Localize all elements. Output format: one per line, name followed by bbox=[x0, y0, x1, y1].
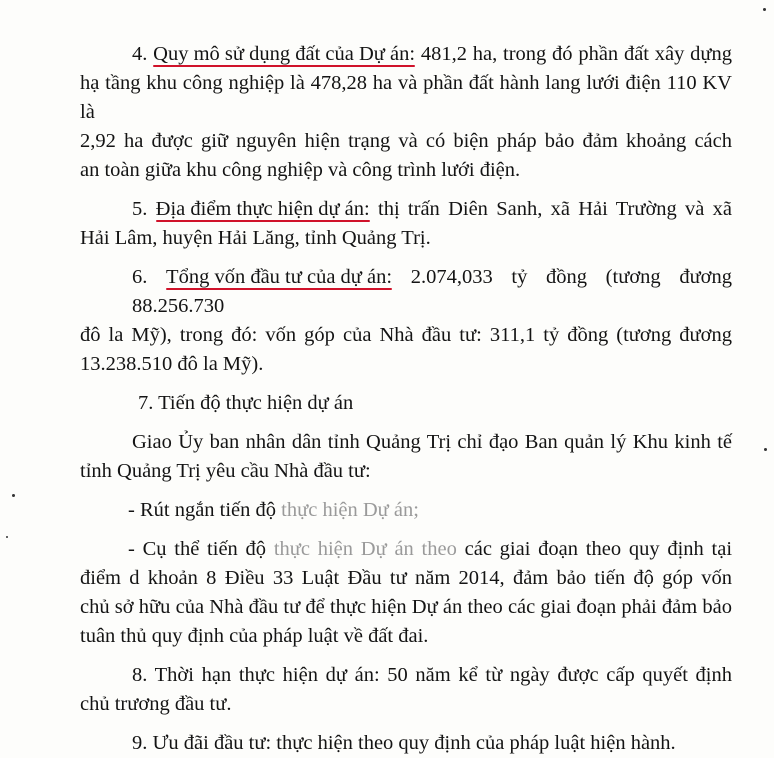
item-8-line-1: 8. Thời hạn thực hiện dự án: 50 năm kể từ ngày được cấp quyết định bbox=[132, 664, 732, 686]
item-6 bbox=[80, 263, 732, 379]
dash-2-line-2: điểm d khoản 8 Điều 33 Luật Đầu tư năm 2014, đảm bảo tiến độ góp vốn bbox=[80, 567, 732, 589]
item-8-line-2: chủ trương đầu tư. bbox=[80, 693, 232, 715]
item-4-label-underlined: Quy mô sử dụng đất của Dự án: bbox=[153, 40, 415, 69]
item-7 bbox=[80, 389, 732, 418]
item-6-line-3: 13.238.510 đô la Mỹ). bbox=[80, 353, 264, 375]
dash-2-line-3: chủ sở hữu của Nhà đầu tư để thực hiện Dự án theo các giai đoạn phải đảm bảo bbox=[80, 596, 732, 618]
scan-speck bbox=[12, 494, 15, 497]
item-6-text: 2.074,033 tỷ đồng (tương đương 88.256.730 bbox=[132, 266, 733, 317]
item-7-intro bbox=[80, 428, 732, 486]
item-8 bbox=[80, 661, 732, 719]
dash-2-faint-text: thực hiện Dự án theo bbox=[273, 538, 457, 560]
item-5-line-2: Hải Lâm, huyện Hải Lăng, tỉnh Quảng Trị. bbox=[80, 227, 431, 249]
item-5 bbox=[80, 195, 732, 253]
item-6-number: 6. bbox=[132, 266, 148, 288]
scan-speck bbox=[763, 8, 766, 11]
item-4 bbox=[80, 40, 732, 185]
item-4-line-3: 2,92 ha được giữ nguyên hiện trạng và có biện pháp bảo đảm khoảng cách bbox=[80, 130, 732, 152]
item-7-dash-1 bbox=[80, 496, 732, 525]
dash-1-text: - Rút ngắn tiến độ bbox=[128, 499, 277, 521]
item-4-line-2: hạ tầng khu công nghiệp là 478,28 ha và phần đất hành lang lưới điện 110 KV là bbox=[80, 72, 732, 123]
item-9 bbox=[80, 729, 732, 758]
item-6-label-underlined: Tổng vốn đầu tư của dự án: bbox=[166, 263, 392, 292]
item-5-text: thị trấn Diên Sanh, xã Hải Trường và xã bbox=[378, 198, 733, 220]
item-4-line-4: an toàn giữa khu công nghiệp và công trình lưới điện. bbox=[80, 159, 521, 181]
item-6-line-2: đô la Mỹ), trong đó: vốn góp của Nhà đầu tư: 311,1 tỷ đồng (tương đương bbox=[80, 324, 732, 346]
dash-2-line-4: tuân thủ quy định của pháp luật về đất đai. bbox=[80, 625, 429, 647]
dash-1-faint-text: thực hiện Dự án; bbox=[281, 499, 419, 521]
item-4-text: 481,2 ha, trong đó phần đất xây dựng bbox=[420, 43, 733, 65]
document-page bbox=[80, 40, 732, 758]
item-7-dash-2 bbox=[80, 535, 732, 651]
item-7-intro-line-1: Giao Ủy ban nhân dân tỉnh Quảng Trị chỉ đạo Ban quản lý Khu kinh tế bbox=[132, 431, 732, 453]
item-9-line-1: 9. Ưu đãi đầu tư: thực hiện theo quy định của pháp luật hiện hành. bbox=[132, 732, 676, 754]
item-7-heading: 7. Tiến độ thực hiện dự án bbox=[138, 392, 354, 414]
scan-speck bbox=[764, 448, 767, 451]
item-4-number: 4. bbox=[132, 43, 148, 65]
item-5-number: 5. bbox=[132, 198, 148, 220]
dash-2-text-a: - Cụ thể tiến độ bbox=[128, 538, 267, 560]
dash-2-text-c: các giai đoạn theo quy định tại bbox=[464, 538, 733, 560]
item-7-intro-line-2: tỉnh Quảng Trị yêu cầu Nhà đầu tư: bbox=[80, 460, 371, 482]
item-5-label-underlined: Địa điểm thực hiện dự án: bbox=[156, 195, 370, 224]
scan-speck bbox=[6, 536, 8, 538]
